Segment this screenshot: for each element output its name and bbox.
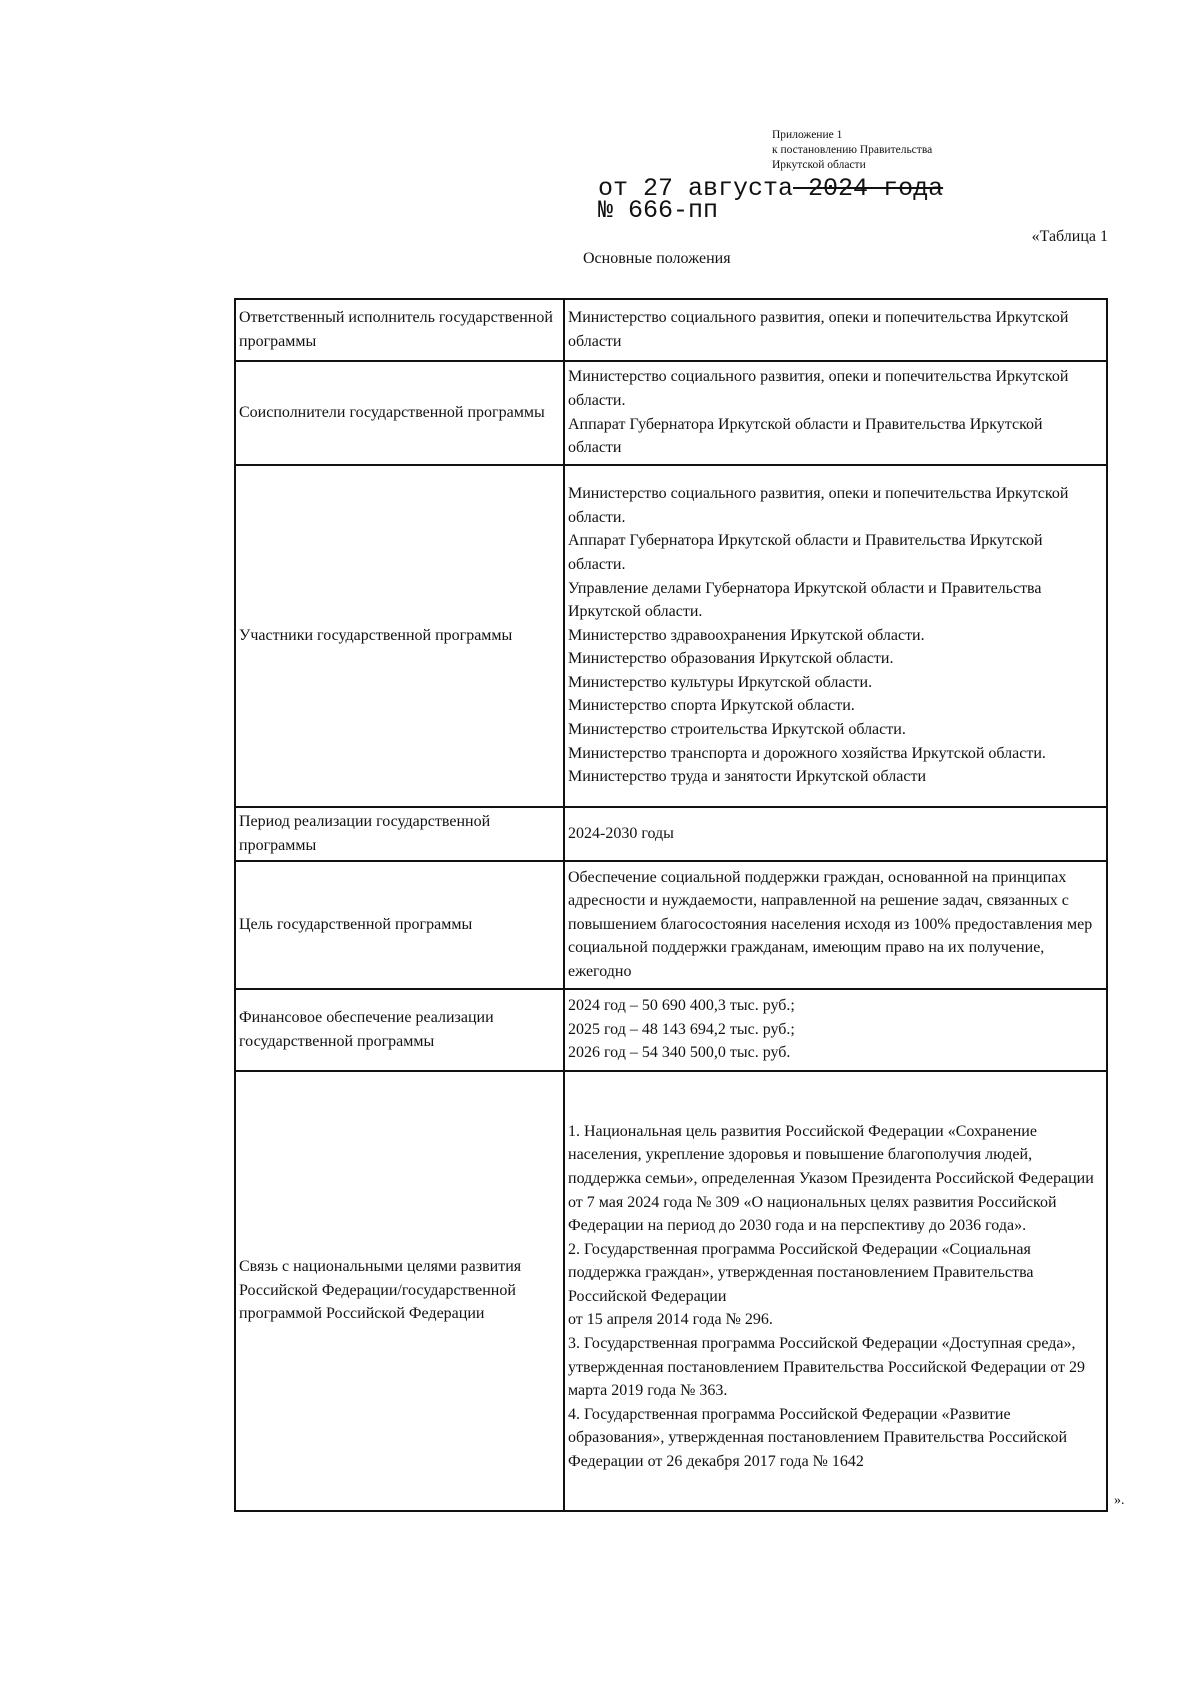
row-label: Участники государственной программы <box>235 465 564 807</box>
stamp-date-struck: 2024 года <box>793 174 944 203</box>
table-label: «Таблица 1 <box>1031 228 1108 245</box>
row-value <box>564 361 1107 465</box>
value-line: 2025 год – 48 143 694,2 тыс. руб.; <box>568 1020 795 1038</box>
row-value <box>564 807 1107 861</box>
value-line: Министерство труда и занятости Иркутской области <box>568 768 926 786</box>
value-line: Министерство строительства Иркутской области. <box>568 721 906 739</box>
value-line: Министерство здравоохранения Иркутской области. <box>568 626 925 644</box>
row-value <box>564 861 1107 989</box>
appendix-reference <box>772 128 932 173</box>
table-row <box>235 1071 1107 1511</box>
row-value <box>564 465 1107 807</box>
value-line: Министерство социального развития, опеки и попечительства Иркутской области. <box>568 485 1069 526</box>
value-line: Министерство культуры Иркутской области. <box>568 673 873 691</box>
row-label: Финансовое обеспечение реализации государственной программы <box>235 989 564 1071</box>
closing-quote: ». <box>1114 1493 1125 1508</box>
value-line: Министерство транспорта и дорожного хозяйства Иркутской области. <box>568 744 1046 762</box>
table-row <box>235 989 1107 1071</box>
value-line: Аппарат Губернатора Иркутской области и Правительства Иркутской области <box>568 415 1043 457</box>
row-label: Период реализации государственной программы <box>235 807 564 861</box>
table-row <box>235 465 1107 807</box>
row-label: Соисполнители государственной программы <box>235 361 564 465</box>
stamp-date: от 27 августа <box>598 174 794 203</box>
value-line: Обеспечение социальной поддержки граждан, основанной на принципах адресности и нуждаемости, направленной на решение задач, связанных с повышением благосостояния населения исходя из 100% предоставления мер социальной поддержки гражданам, имеющим право на их получение, ежегодно <box>568 868 1093 981</box>
value-line: 3. Государственная программа Российской Федерации «Доступная среда», утвержденная постановлением Правительства Российской Федерации от 29 марта 2019 года № 363. <box>568 1335 1086 1400</box>
appendix-line: к постановлению Правительства <box>772 144 933 156</box>
value-line: 4. Государственная программа Российской Федерации «Развитие образования», утвержденная постановлением Правительства Российской Федерации от 26 декабря 2017 года № 1642 <box>568 1405 1068 1471</box>
document-title: Основные положения <box>583 250 731 267</box>
stamp-number: № 666-пп <box>598 196 719 225</box>
table-row <box>235 299 1107 361</box>
row-label: Связь с национальными целями развития Российской Федерации/государственной программой Российской Федерации <box>235 1071 564 1511</box>
value-line: 1. Национальная цель развития Российской Федерации «Сохранение населения, укрепление здоровья и повышение благополучия людей, поддержка семьи», определенная Указом Президента Российской Федерации от 7 мая 2024 года № 309 «О национальных целях развития Российской Федерации на период до 2030 года и на перспективу до 2036 года». <box>568 1122 1094 1235</box>
appendix-line: Иркутской области <box>772 159 866 171</box>
value-line: Министерство социального развития, опеки и попечительства Иркутской области. <box>568 368 1069 409</box>
value-line: Министерство образования Иркутской области. <box>568 650 894 668</box>
row-value <box>564 299 1107 361</box>
registration-stamp <box>598 174 944 225</box>
row-value <box>564 989 1107 1071</box>
appendix-line: Приложение 1 <box>772 129 843 141</box>
row-value <box>564 1071 1107 1511</box>
value-line: от 15 апреля 2014 года № 296. <box>568 1311 773 1329</box>
table-row <box>235 861 1107 989</box>
table-row <box>235 361 1107 465</box>
value-line: Министерство социального развития, опеки и попечительства Иркутской области <box>568 308 1069 350</box>
table-row <box>235 807 1107 861</box>
value-line: 2026 год – 54 340 500,0 тыс. руб. <box>568 1044 791 1062</box>
row-label: Цель государственной программы <box>235 861 564 989</box>
main-provisions-table <box>234 298 1108 1512</box>
value-line: 2024 год – 50 690 400,3 тыс. руб.; <box>568 997 795 1015</box>
value-line: Управление делами Губернатора Иркутской области и Правительства Иркутской области. <box>568 579 1042 621</box>
value-line: Аппарат Губернатора Иркутской области и Правительства Иркутской области. <box>568 532 1043 573</box>
value-line: 2. Государственная программа Российской Федерации «Социальная поддержка граждан», утвержденная постановлением Правительства Российской Федерации <box>568 1240 1034 1305</box>
row-label: Ответственный исполнитель государственной программы <box>235 299 564 361</box>
value-line: Министерство спорта Иркутской области. <box>568 697 855 715</box>
value-line: 2024-2030 годы <box>568 824 674 842</box>
